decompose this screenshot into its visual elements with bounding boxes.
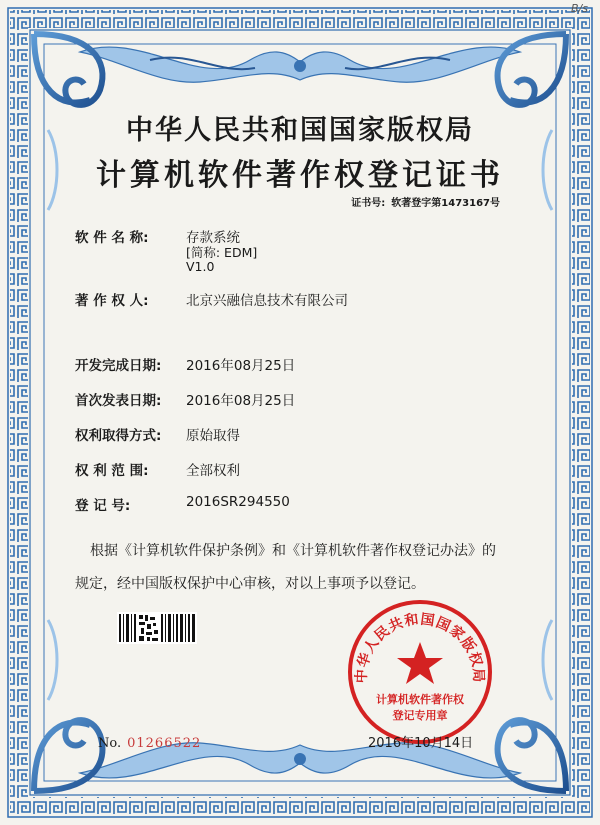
software-version: V1.0 xyxy=(186,259,215,274)
field-completion-date xyxy=(75,354,296,374)
field-copyright-owner xyxy=(75,289,348,309)
field-acquisition-method xyxy=(75,424,240,444)
official-seal xyxy=(346,598,494,746)
field-label: 首次发表日期: xyxy=(75,393,162,409)
field-label: 登 记 号: xyxy=(75,498,131,514)
field-value: 原始取得 xyxy=(186,428,240,444)
field-value: 全部权利 xyxy=(186,463,240,479)
field-label: 著 作 权 人: xyxy=(75,293,149,309)
field-first-publication xyxy=(75,389,296,409)
barcode xyxy=(117,612,197,644)
serial-value: 01266522 xyxy=(127,736,202,751)
field-registration-number xyxy=(75,494,290,514)
field-rights-scope xyxy=(75,459,240,479)
handwritten-corner-mark: B/s xyxy=(571,2,588,15)
seal-text-line-1: 计算机软件著作权 xyxy=(376,693,464,706)
certificate-number-label: 证书号: xyxy=(351,198,386,209)
field-value: 2016SR294550 xyxy=(186,494,290,510)
statement-line-1: 根据《计算机软件保护条例》和《计算机软件著作权登记办法》的 xyxy=(90,543,496,559)
certificate-number-value: 软著登字第1473167号 xyxy=(391,198,500,209)
field-value: 存款系统 xyxy=(186,230,240,246)
top-ornament xyxy=(80,47,520,82)
serial-label: No. xyxy=(98,736,122,751)
issue-date: 2016年10月14日 xyxy=(368,736,474,751)
field-value: 北京兴融信息技术有限公司 xyxy=(186,293,348,309)
field-value: 2016年08月25日 xyxy=(186,358,296,374)
field-label: 开发完成日期: xyxy=(75,358,162,374)
seal-text-line-2: 登记专用章 xyxy=(392,709,448,722)
field-software-name xyxy=(75,226,240,246)
field-label: 软 件 名 称: xyxy=(75,230,149,246)
seal-arc-text: 中华人民共和国国家版权局 xyxy=(353,611,487,684)
field-label: 权利取得方式: xyxy=(75,428,162,444)
certificate-title: 计算机软件著作权登记证书 xyxy=(96,158,504,193)
software-short-name: [简称: EDM] xyxy=(186,245,258,260)
field-value: 2016年08月25日 xyxy=(186,393,296,409)
field-label: 权 利 范 围: xyxy=(75,463,149,479)
statement-line-2: 规定，经中国版权保护中心审核，对以上事项予以登记。 xyxy=(75,576,425,592)
serial-number xyxy=(98,736,201,751)
certificate-number xyxy=(345,194,500,209)
star-icon xyxy=(397,642,443,684)
issuing-authority: 中华人民共和国国家版权局 xyxy=(126,115,474,146)
